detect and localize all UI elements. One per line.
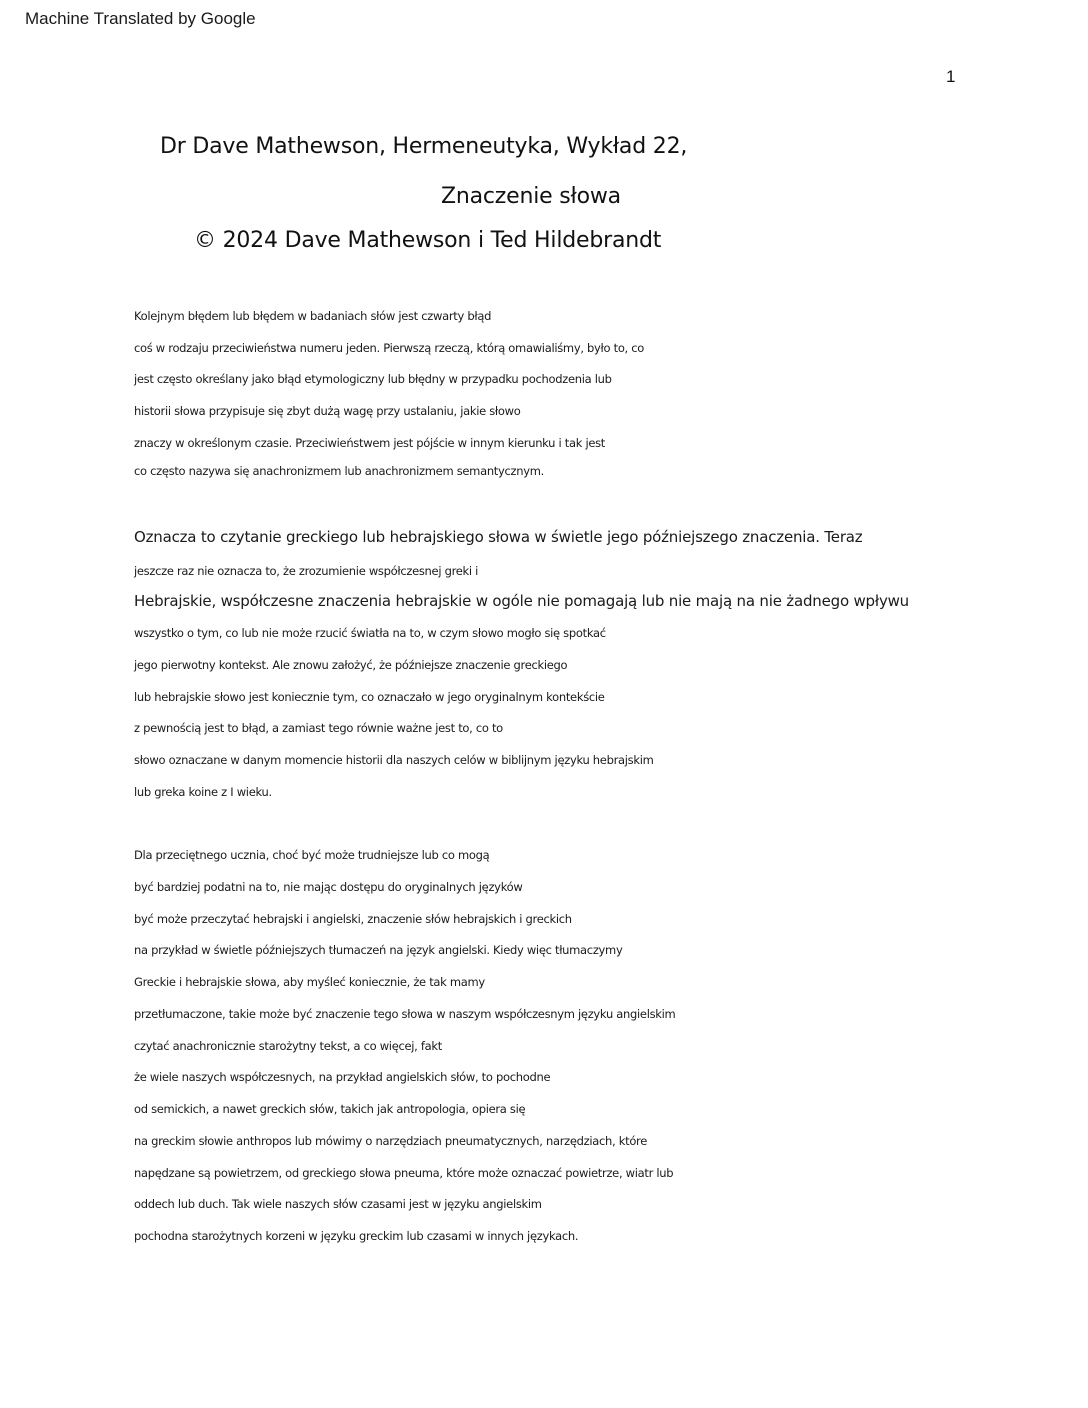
- paragraph-2-line: jeszcze raz nie oznacza to, że zrozumienie współczesnej greki i: [134, 564, 479, 578]
- paragraph-3-line: Dla przeciętnego ucznia, choć być może trudniejsze lub co mogą: [134, 848, 490, 862]
- paragraph-2-line: lub greka koine z I wieku.: [134, 785, 272, 799]
- copyright-line: © 2024 Dave Mathewson i Ted Hildebrandt: [194, 228, 662, 253]
- paragraph-2-line: Oznacza to czytanie greckiego lub hebrajskiego słowa w świetle jego późniejszego znaczenia. Teraz: [134, 528, 863, 546]
- paragraph-3-line: pochodna starożytnych korzeni w języku greckim lub czasami w innych językach.: [134, 1229, 579, 1243]
- paragraph-2-line: z pewnością jest to błąd, a zamiast tego równie ważne jest to, co to: [134, 721, 503, 735]
- paragraph-3-line: Greckie i hebrajskie słowa, aby myśleć koniecznie, że tak mamy: [134, 975, 485, 989]
- paragraph-2-line: lub hebrajskie słowo jest koniecznie tym, co oznaczało w jego oryginalnym kontekście: [134, 690, 605, 704]
- page-number: 1: [946, 67, 956, 86]
- paragraph-3-line: być bardziej podatni na to, nie mając dostępu do oryginalnych języków: [134, 880, 523, 894]
- paragraph-2-line: wszystko o tym, co lub nie może rzucić światła na to, w czym słowo mogło się spotkać: [134, 626, 606, 640]
- paragraph-3-line: na greckim słowie anthropos lub mówimy o narzędziach pneumatycznych, narzędziach, które: [134, 1134, 648, 1148]
- document-title: Dr Dave Mathewson, Hermeneutyka, Wykład 22,: [160, 134, 688, 159]
- document-subtitle: Znaczenie słowa: [441, 184, 621, 209]
- paragraph-1-line: Kolejnym błędem lub błędem w badaniach słów jest czwarty błąd: [134, 309, 492, 323]
- paragraph-2-line: jego pierwotny kontekst. Ale znowu założyć, że późniejsze znaczenie greckiego: [134, 658, 568, 672]
- paragraph-2-line: słowo oznaczane w danym momencie historii dla naszych celów w biblijnym języku hebrajskim: [134, 753, 654, 767]
- paragraph-3-line: oddech lub duch. Tak wiele naszych słów czasami jest w języku angielskim: [134, 1197, 542, 1211]
- paragraph-3-line: że wiele naszych współczesnych, na przykład angielskich słów, to pochodne: [134, 1070, 551, 1084]
- paragraph-3-line: przetłumaczone, takie może być znaczenie tego słowa w naszym współczesnym języku angielskim: [134, 1007, 676, 1021]
- paragraph-3-line: czytać anachronicznie starożytny tekst, a co więcej, fakt: [134, 1039, 442, 1053]
- paragraph-1-line: znaczy w określonym czasie. Przeciwieństwem jest pójście w innym kierunku i tak jest: [134, 436, 606, 450]
- paragraph-3-line: być może przeczytać hebrajski i angielski, znaczenie słów hebrajskich i greckich: [134, 912, 572, 926]
- paragraph-3-line: napędzane są powietrzem, od greckiego słowa pneuma, które może oznaczać powietrze, wiatr lub: [134, 1166, 674, 1180]
- paragraph-3-line: od semickich, a nawet greckich słów, takich jak antropologia, opiera się: [134, 1102, 526, 1116]
- paragraph-1-line: jest często określany jako błąd etymologiczny lub błędny w przypadku pochodzenia lub: [134, 372, 612, 386]
- machine-translation-banner: Machine Translated by Google: [25, 9, 256, 28]
- paragraph-1-line: co często nazywa się anachronizmem lub anachronizmem semantycznym.: [134, 464, 545, 478]
- paragraph-1-line: coś w rodzaju przeciwieństwa numeru jeden. Pierwszą rzeczą, którą omawialiśmy, było to, co: [134, 341, 645, 355]
- paragraph-3-line: na przykład w świetle późniejszych tłumaczeń na język angielski. Kiedy więc tłumaczymy: [134, 943, 623, 957]
- paragraph-2-line: Hebrajskie, współczesne znaczenia hebrajskie w ogóle nie pomagają lub nie mają na nie żadnego wpływu: [134, 592, 909, 610]
- paragraph-1-line: historii słowa przypisuje się zbyt dużą wagę przy ustalaniu, jakie słowo: [134, 404, 521, 418]
